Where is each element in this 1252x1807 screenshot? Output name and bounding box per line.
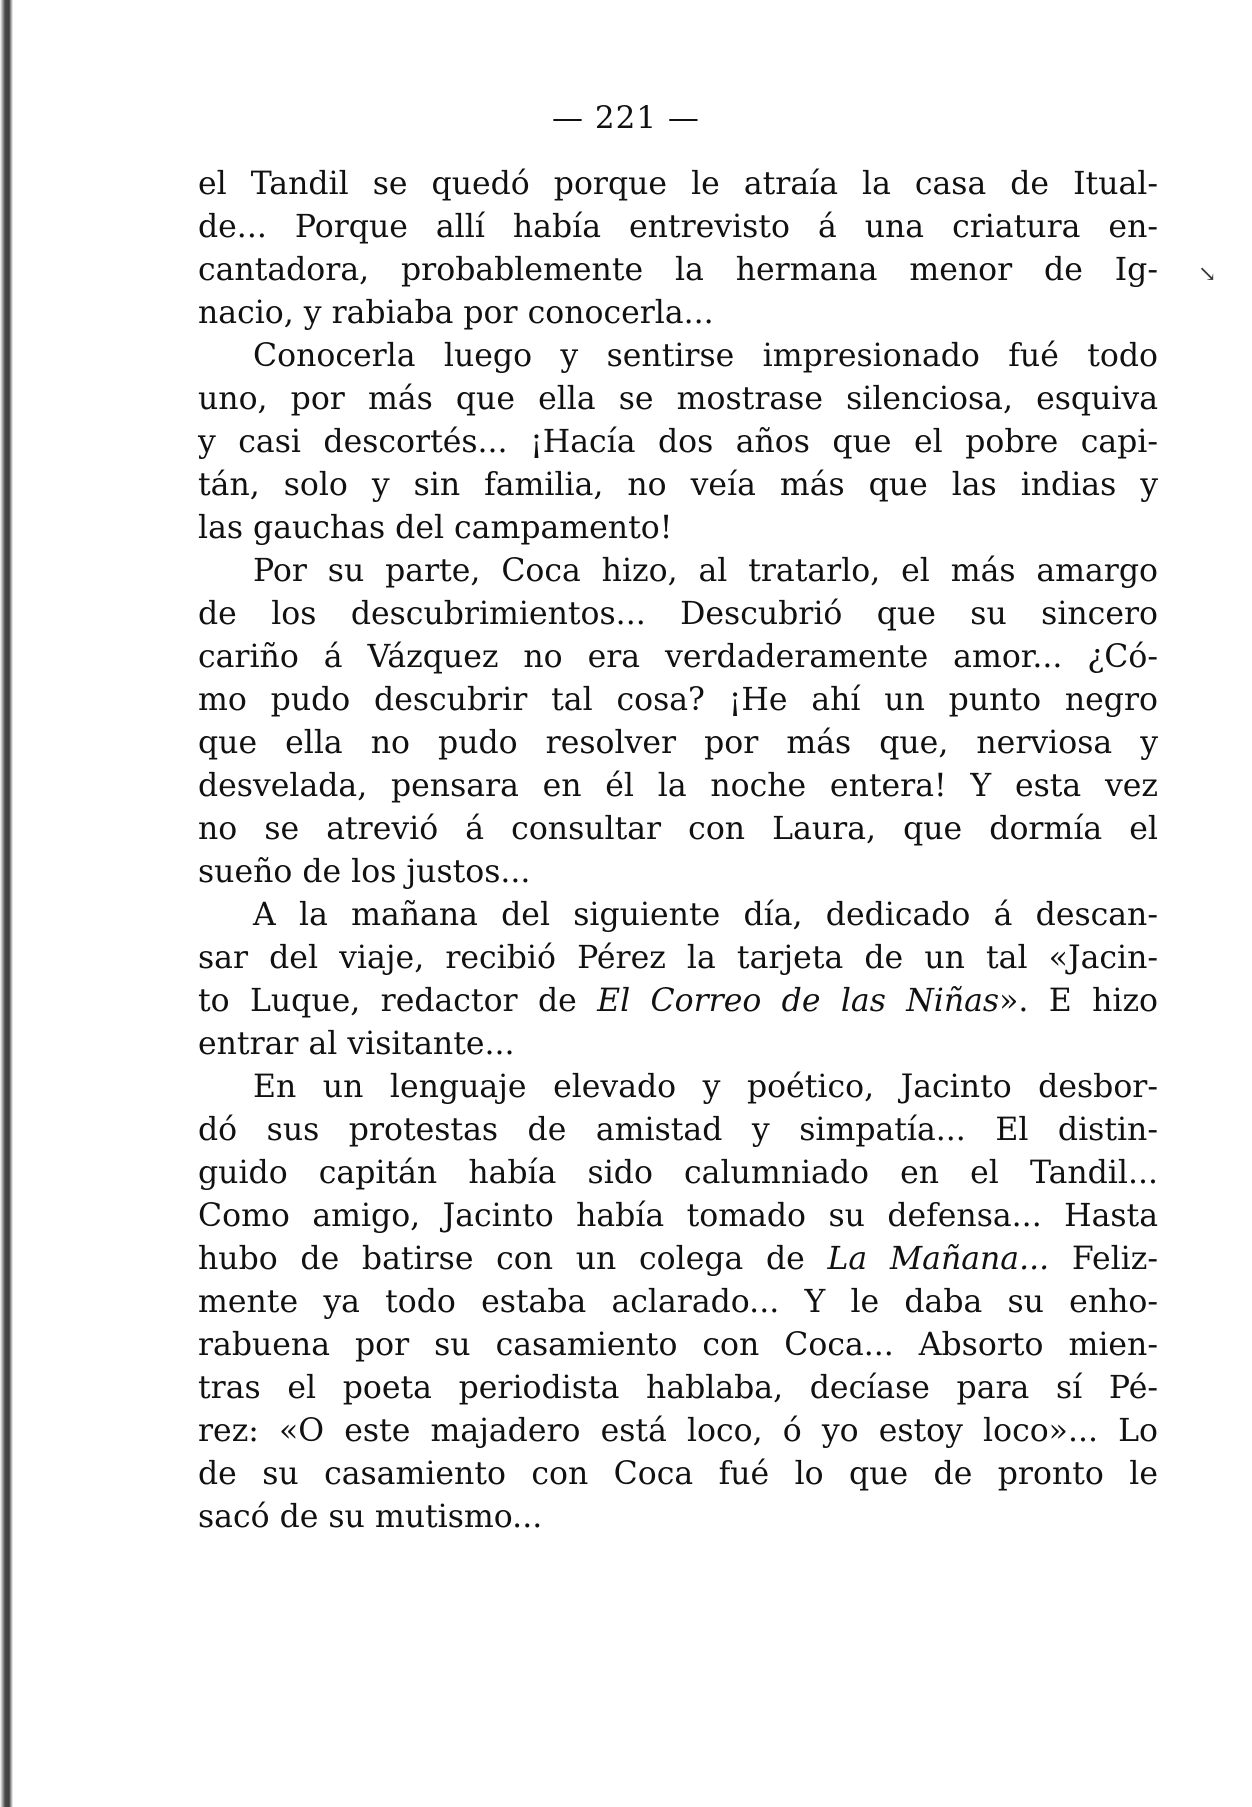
text-segment: Feliz-	[1049, 1241, 1158, 1277]
text-line: entrar al visitante...	[198, 1026, 515, 1062]
text-line: sueño de los justos...	[198, 854, 531, 890]
text-line: sar del viaje, recibió Pérez la tarjeta de un tal «Jacin-	[198, 940, 1158, 976]
paragraph-start-line: En un lenguaje elevado y poético, Jacinto desbor-	[253, 1069, 1158, 1105]
text-line: rabuena por su casamiento con Coca... Absorto mien-	[198, 1327, 1158, 1363]
text-line: de su casamiento con Coca fué lo que de pronto le	[198, 1456, 1158, 1492]
text-line-with-title	[198, 1238, 1158, 1281]
paragraph-start-line: Conocerla luego y sentirse impresionado fué todo	[253, 338, 1158, 374]
text-line: tras el poeta periodista hablaba, decíase para sí Pé-	[198, 1370, 1158, 1406]
paragraph-start-line: Por su parte, Coca hizo, al tratarlo, el más amargo	[253, 553, 1158, 589]
text-line: cariño á Vázquez no era verdaderamente amor... ¿Có-	[198, 639, 1158, 675]
text-line: nacio, y rabiaba por conocerla...	[198, 295, 714, 331]
body-text	[198, 163, 1158, 1539]
text-line: mente ya todo estaba aclarado... Y le daba su enho-	[198, 1284, 1158, 1320]
text-segment: ». E hizo	[999, 983, 1158, 1019]
newspaper-title: El Correo de las Niñas	[597, 983, 1000, 1019]
text-line: sacó de su mutismo...	[198, 1499, 543, 1535]
text-line: guido capitán había sido calumniado en el Tandil...	[198, 1155, 1158, 1191]
text-line: de los descubrimientos... Descubrió que su sincero	[198, 596, 1158, 632]
page-binding-edge	[0, 0, 28, 1807]
text-line: el Tandil se quedó porque le atraía la casa de Itual-	[198, 166, 1158, 202]
text-line: uno, por más que ella se mostrase silenciosa, esquiva	[198, 381, 1158, 417]
text-line: no se atrevió á consultar con Laura, que dormía el	[198, 811, 1158, 847]
text-line: mo pudo descubrir tal cosa? ¡He ahí un punto negro	[198, 682, 1158, 718]
text-line: que ella no pudo resolver por más que, nerviosa y	[198, 725, 1158, 761]
newspaper-title: La Mañana...	[827, 1241, 1050, 1277]
text-segment: to Luque, redactor de	[198, 983, 598, 1019]
text-line: cantadora, probablemente la hermana menor de Ig-	[198, 252, 1158, 288]
page-number: — 221 —	[552, 100, 700, 136]
paragraph-start-line: A la mañana del siguiente día, dedicado á descan-	[253, 897, 1158, 933]
text-line: de... Porque allí había entrevisto á una criatura en-	[198, 209, 1158, 245]
text-line: dó sus protestas de amistad y simpatía... El distin-	[198, 1112, 1158, 1148]
text-line: y casi descortés... ¡Hacía dos años que el pobre capi-	[198, 424, 1158, 460]
text-segment: hubo de batirse con un colega de	[198, 1241, 828, 1277]
text-line-with-title	[198, 980, 1158, 1023]
text-line: rez: «O este majadero está loco, ó yo estoy loco»... Lo	[198, 1413, 1158, 1449]
text-line: Como amigo, Jacinto había tomado su defensa... Hasta	[198, 1198, 1158, 1234]
text-line: las gauchas del campamento!	[198, 510, 673, 546]
text-line: tán, solo y sin familia, no veía más que las indias y	[198, 467, 1158, 503]
margin-mark: ↘	[1198, 262, 1217, 287]
text-line: desvelada, pensara en él la noche entera! Y esta vez	[198, 768, 1158, 804]
